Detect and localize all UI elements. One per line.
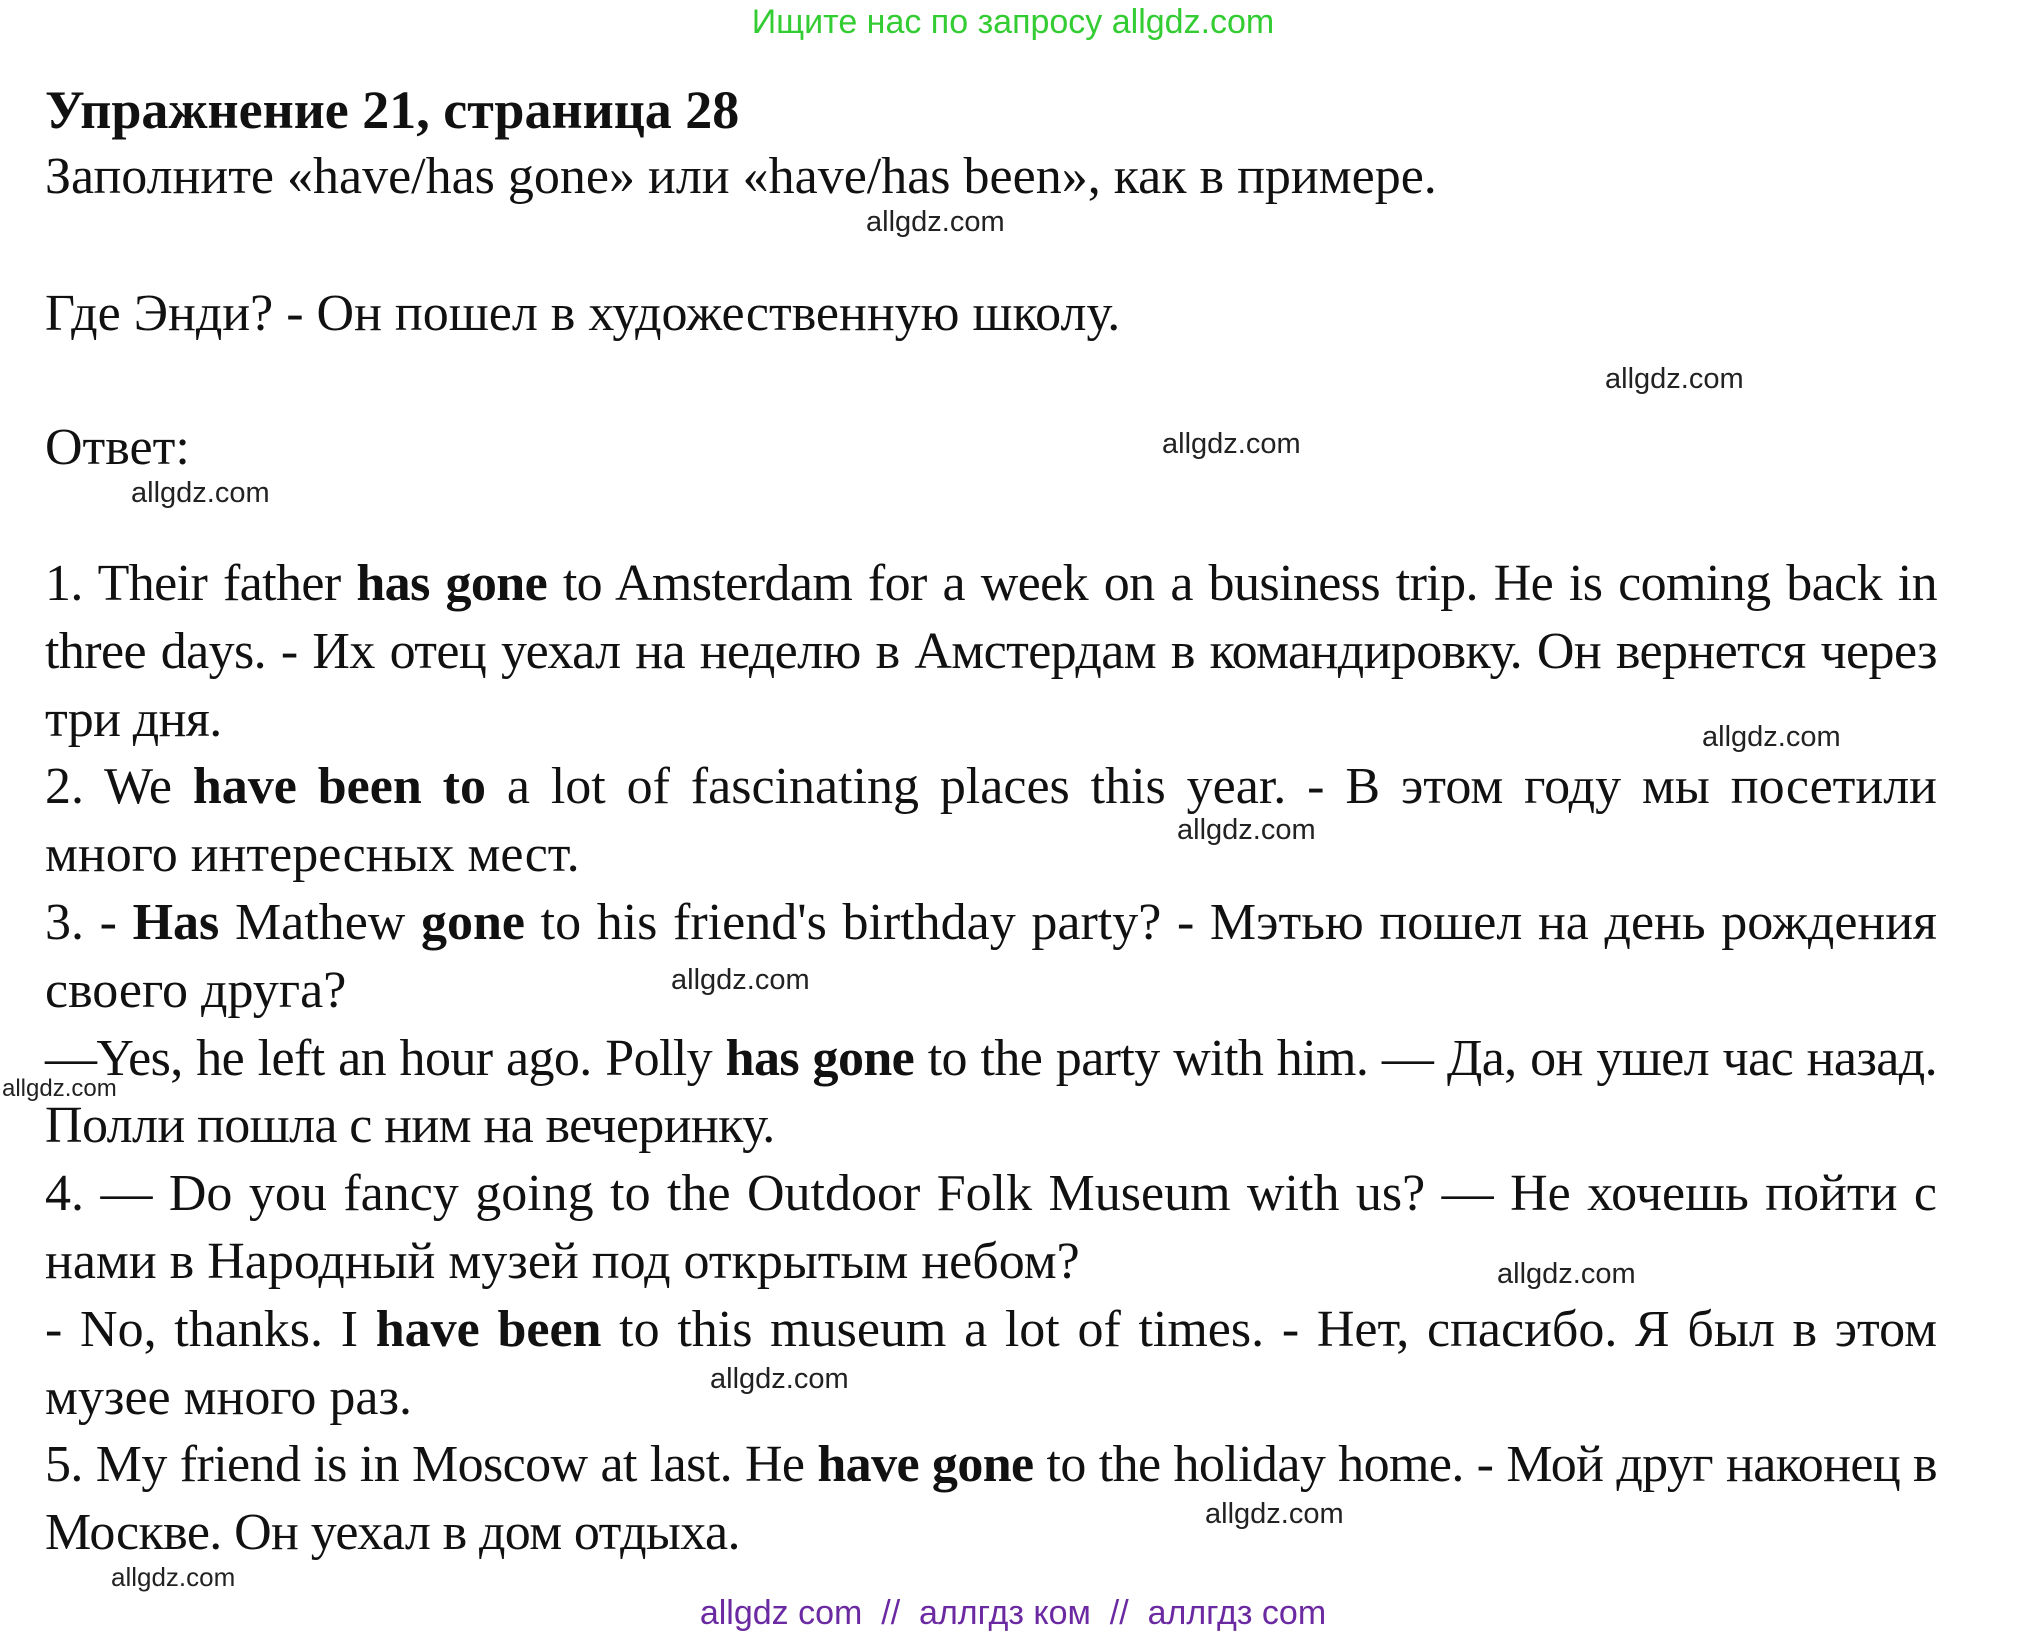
watermark: allgdz.com [1497, 1258, 1636, 1290]
answer-label: Ответ: [45, 419, 190, 476]
footer-links: allgdz com // аллгдз ком // аллгдз com [699, 1594, 1327, 1632]
exercise-example: Где Энди? - Он пошел в художественную школу. [45, 285, 1121, 342]
answer-item-3-reply: —Yes, he left an hour ago. Polly has gone to the party with him. — Да, он ушел час назад. Полли пошла с ним на вечеринку. [45, 1029, 1938, 1155]
watermark: allgdz.com [866, 206, 1005, 238]
watermark: allgdz.com [111, 1562, 236, 1592]
answer-item-4: 4. — Do you fancy going to the Outdoor Folk Museum with us? — Не хочешь пойти с нами в Народный музей под открытым небом? [45, 1165, 1937, 1290]
watermark: allgdz.com [710, 1363, 849, 1395]
watermark: allgdz.com [131, 477, 270, 509]
watermark: allgdz.com [2, 1075, 117, 1102]
watermark: allgdz.com [1702, 721, 1841, 753]
exercise-title: Упражнение 21, страница 28 [45, 80, 740, 140]
watermark: allgdz.com [1162, 428, 1301, 460]
answer-item-2: 2. We have been to a lot of fascinating places this year. - В этом году мы посетили много интересных мест. [45, 758, 1937, 884]
answer-list [45, 550, 1937, 1567]
answer-item-3: 3. - Has Mathew gone to his friend's birthday party? - Мэтью пошел на день рождения своего друга? [45, 893, 1937, 1019]
watermark: allgdz.com [1177, 814, 1316, 846]
watermark: allgdz.com [1605, 363, 1744, 395]
answer-item-5: 5. My friend is in Moscow at last. He have gone to the holiday home. - Мой друг наконец в Москве. Он уехал в дом отдыха. [45, 1436, 1937, 1562]
watermark: allgdz.com [671, 964, 810, 996]
watermark: allgdz.com [1205, 1498, 1344, 1530]
exercise-task: Заполните «have/has gone» или «have/has been», как в примере. [45, 148, 1437, 205]
site-banner: Ищите нас по запросу allgdz.com [751, 3, 1275, 41]
answer-item-1: 1. Their father has gone to Amsterdam for a week on a business trip. He is coming back in three days. - Их отец уехал на неделю в Амстердам в командировку. Он вернется через три дня. [45, 555, 1938, 748]
answer-item-4-reply: - No, thanks. I have been to this museum a lot of times. - Нет, спасибо. Я был в этом музее много раз. [45, 1300, 1937, 1426]
